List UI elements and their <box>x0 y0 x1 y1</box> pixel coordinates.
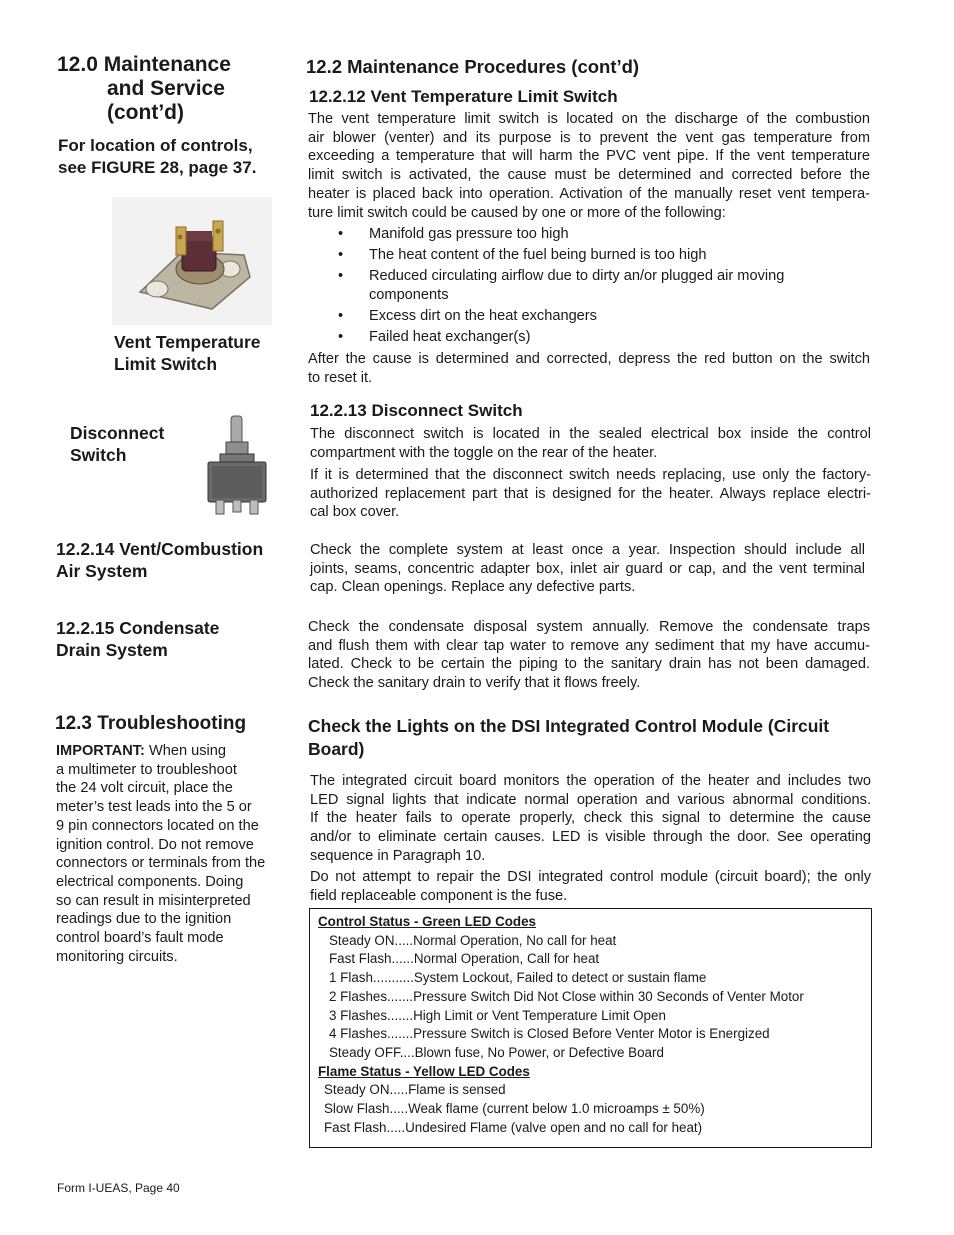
green-led-row: Steady ON.....Normal Operation, No call for heat <box>329 932 617 948</box>
condensate-heading-line-1: 12.2.15 Condensate <box>56 618 220 638</box>
important-line: a multimeter to troubleshoot <box>56 761 237 778</box>
important-line: control board’s fault mode <box>56 930 224 947</box>
disconnect-caption-line-1: Disconnect <box>70 423 165 443</box>
text-line: The disconnect switch is located in the sealed electrical box inside the control <box>310 426 871 442</box>
text-line: joints, seams, concentric adapter box, inlet air guard or cap, and the vent terminal <box>310 560 865 577</box>
text-line: authorized replacement part that is designed for the heater. Always replace electri- <box>310 485 871 502</box>
green-led-row: Steady OFF....Blown fuse, No Power, or Defective Board <box>329 1044 664 1060</box>
disconnect-paragraph-1 <box>310 425 871 462</box>
text-line: and flush them with clear tap water to remove any sediment that my have accumu- <box>308 637 870 654</box>
vent-limit-caption-line-2: Limit Switch <box>114 354 218 374</box>
disconnect-switch-photo <box>200 412 276 518</box>
vent-limit-paragraph <box>308 110 870 222</box>
green-led-row: 1 Flash...........System Lockout, Failed to detect or sustain flame <box>329 970 707 986</box>
led-code-table <box>309 908 872 1148</box>
troubleshooting-heading: 12.3 Troubleshooting <box>55 713 247 734</box>
disconnect-paragraph-2 <box>310 466 871 522</box>
text-line: exceeding a temperature that will harm the PVC vent pipe. If the vent temperature <box>308 148 870 165</box>
list-item: • Excess dirt on the heat exchangers <box>338 307 597 324</box>
text-line: After the cause is determined and corrected, depress the red button on the switch <box>308 351 870 367</box>
board-paragraph <box>310 772 871 866</box>
green-led-row: Fast Flash......Normal Operation, Call for heat <box>329 951 600 967</box>
bullet-icon: • <box>338 307 344 324</box>
condensate-heading-line-2: Drain System <box>56 640 168 660</box>
important-line: electrical components. Doing <box>56 873 244 890</box>
text-line: LED signal lights that indicate normal operation and various abnormal conditions. <box>310 791 871 808</box>
page-footer: Form I-UEAS, Page 40 <box>57 1181 180 1195</box>
disconnect-caption-line-2: Switch <box>70 445 127 465</box>
reset-paragraph <box>308 350 870 387</box>
text-line: cal box cover. <box>310 504 400 521</box>
text-line: field replaceable component is the fuse. <box>310 887 568 904</box>
condensate-heading <box>56 617 219 661</box>
text-line: to reset it. <box>308 369 373 386</box>
vent-air-heading-line-2: Air System <box>56 561 148 581</box>
yellow-led-title: Flame Status - Yellow LED Codes <box>318 1063 530 1079</box>
lights-heading-line-2: Board) <box>308 739 365 759</box>
vent-limit-heading: 12.2.12 Vent Temperature Limit Switch <box>309 87 618 106</box>
important-note <box>56 742 291 966</box>
yellow-led-row: Steady ON.....Flame is sensed <box>324 1082 506 1098</box>
disconnect-switch-caption <box>70 422 164 466</box>
section-title-line-1: 12.0 Maintenance <box>57 53 231 76</box>
list-item: • Reduced circulating airflow due to dirty an/or plugged air moving components <box>338 268 785 303</box>
vent-limit-switch-caption <box>114 331 261 375</box>
text-line: Check the sanitary drain to verify that it flows freely. <box>308 675 641 692</box>
text-line: heater is placed back into operation. Activation of the manually reset vent tempera- <box>308 185 870 202</box>
vent-air-paragraph <box>310 541 865 597</box>
text-line: Check the complete system at least once a year. Inspection should include all <box>310 542 865 558</box>
text-line: compartment with the toggle on the rear of the heater. <box>310 444 658 461</box>
text-line: If the heater fails to operate properly, check this signal to determine the cause <box>310 810 871 827</box>
text-line: Check the condensate disposal system annually. Remove the condensate traps <box>308 619 870 635</box>
list-item: • Failed heat exchanger(s) <box>338 328 531 345</box>
important-line: meter’s test leads into the 5 or <box>56 799 252 816</box>
text-line: If it is determined that the disconnect switch needs replacing, use only the factory- <box>310 467 871 483</box>
important-line: IMPORTANT: When using <box>56 743 227 759</box>
text-line: lated. Check to be certain the piping to the sanitary drain has not been damaged. <box>308 656 870 673</box>
green-led-row: 4 Flashes.......Pressure Switch is Closed Before Venter Motor is Energized <box>329 1026 770 1042</box>
section-title-line-2: and Service <box>107 77 225 100</box>
important-line: readings due to the ignition <box>56 911 232 928</box>
text-line: Do not attempt to repair the DSI integrated control module (circuit board); the only <box>310 869 871 885</box>
important-line: monitoring circuits. <box>56 948 178 965</box>
vent-air-heading <box>56 538 263 582</box>
cause-list <box>309 225 869 349</box>
bullet-icon: • <box>338 268 344 284</box>
location-note-line-2: see FIGURE 28, page 37. <box>58 158 257 177</box>
green-led-row: 2 Flashes.......Pressure Switch Did Not Close within 30 Seconds of Venter Motor <box>329 988 804 1004</box>
important-line: ignition control. Do not remove <box>56 836 254 853</box>
lights-heading-line-1: Check the Lights on the DSI Integrated Control Module (Circuit <box>308 716 830 736</box>
text-line: air blower (venter) and its purpose is to prevent the vent gas temperature from <box>308 129 870 146</box>
text-line: ture limit switch could be caused by one or more of the following: <box>308 204 726 221</box>
important-label: IMPORTANT: <box>56 743 145 759</box>
text-line: The vent temperature limit switch is located on the discharge of the combustion <box>308 111 870 127</box>
green-led-row: 3 Flashes.......High Limit or Vent Temperature Limit Open <box>329 1007 666 1023</box>
text-line: limit switch is activated, the cause must be determined and corrected before the <box>308 167 870 184</box>
vent-limit-switch-illustration <box>112 197 272 325</box>
condensate-paragraph <box>308 618 870 693</box>
text-line: and/or to eliminate certain causes. LED is visible through the door. See operating <box>310 829 871 846</box>
vent-limit-switch-photo <box>112 197 272 325</box>
location-note-line-1: For location of controls, <box>58 136 253 155</box>
procedures-heading: 12.2 Maintenance Procedures (cont’d) <box>306 56 640 77</box>
bullet-icon: • <box>338 226 344 242</box>
vent-limit-caption-line-1: Vent Temperature <box>114 332 261 352</box>
yellow-led-row: Fast Flash.....Undesired Flame (valve open and no call for heat) <box>324 1119 703 1135</box>
text-line: cap. Clean openings. Replace any defective parts. <box>310 579 636 596</box>
lights-heading <box>308 715 829 761</box>
text-line: The integrated circuit board monitors the operation of the heater and includes two <box>310 773 871 789</box>
disconnect-heading: 12.2.13 Disconnect Switch <box>310 401 523 420</box>
yellow-led-row: Slow Flash.....Weak flame (current below 1.0 microamps ± 50%) <box>324 1101 705 1117</box>
section-title-line-3: (cont’d) <box>107 101 184 124</box>
location-note <box>58 135 256 179</box>
important-line: connectors or terminals from the <box>56 855 266 872</box>
bullet-icon: • <box>338 247 344 263</box>
section-title <box>57 53 231 125</box>
important-line: 9 pin connectors located on the <box>56 817 259 834</box>
important-line: the 24 volt circuit, place the <box>56 780 233 797</box>
vent-air-heading-line-1: 12.2.14 Vent/Combustion <box>56 539 264 559</box>
green-led-title: Control Status - Green LED Codes <box>318 914 536 929</box>
toggle-switch-illustration <box>200 412 276 518</box>
bullet-icon: • <box>338 328 344 345</box>
list-item: • The heat content of the fuel being burned is too high <box>338 247 707 263</box>
important-line: so can result in misinterpreted <box>56 892 251 909</box>
list-item: • Manifold gas pressure too high <box>338 226 569 242</box>
text-line: sequence in Paragraph 10. <box>310 847 486 864</box>
repair-paragraph <box>310 868 871 905</box>
